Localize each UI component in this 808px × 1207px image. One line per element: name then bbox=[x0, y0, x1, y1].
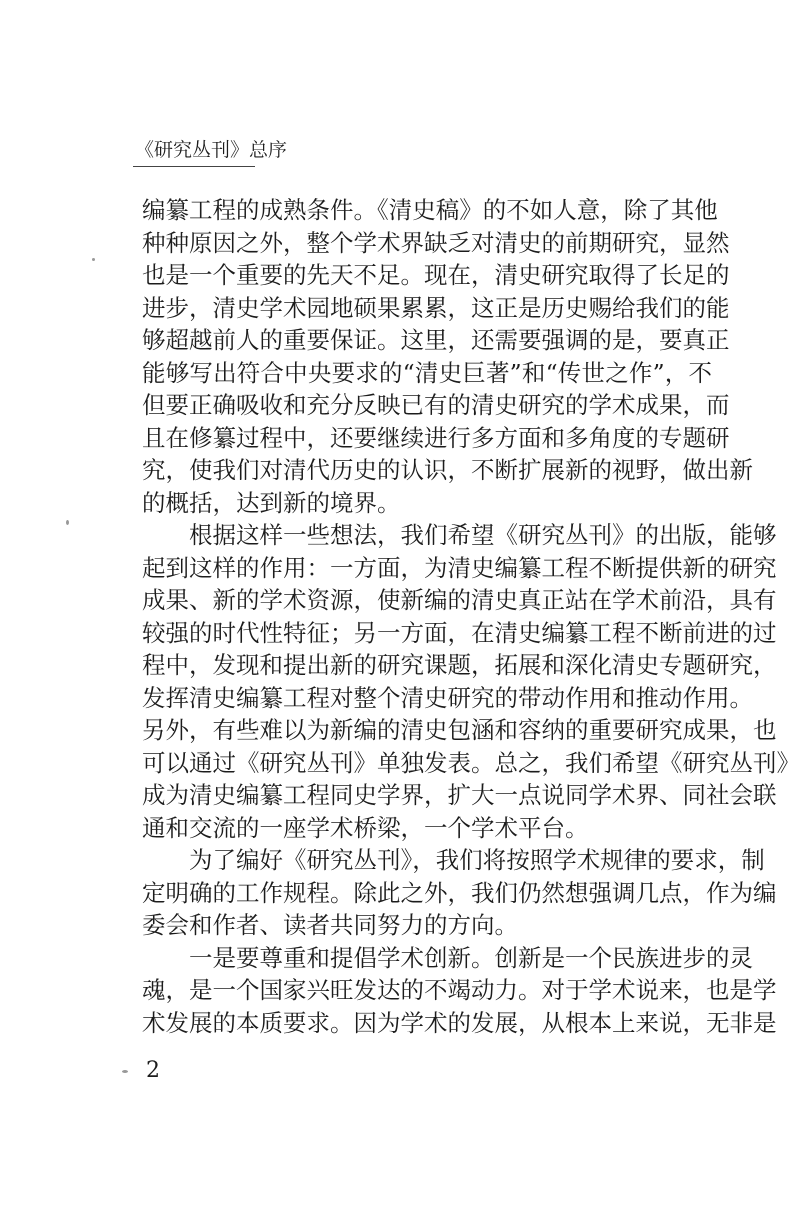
scan-speck bbox=[66, 520, 69, 525]
text-line: 成为清史编纂工程同史学界，扩大一点说同学术界、同社会联 bbox=[142, 781, 777, 809]
text-line: 成果、新的学术资源，使新编的清史真正站在学术前沿，具有 bbox=[142, 586, 777, 614]
text-line: 一是要尊重和提倡学术创新。创新是一个民族进步的灵 bbox=[189, 943, 753, 972]
text-line: 能够写出符合中央要求的“清史巨著”和“传世之作”，不 bbox=[142, 358, 712, 387]
text-line: 通和交流的一座学术桥梁，一个学术平台。 bbox=[142, 813, 589, 842]
text-line: 程中，发现和提出新的研究课题，拓展和深化清史专题研究， bbox=[142, 651, 777, 679]
text-line: 发挥清史编纂工程对整个清史研究的带动作用和推动作用。 bbox=[142, 683, 753, 712]
text-line: 种种原因之外，整个学术界缺乏对清史的前期研究，显然 bbox=[142, 228, 730, 257]
text-line: 委会和作者、读者共同努力的方向。 bbox=[142, 911, 518, 939]
body-text bbox=[142, 194, 800, 1039]
text-line: 魂，是一个国家兴旺发达的不竭动力。对于学术说来，也是学 bbox=[142, 976, 777, 1004]
text-line: 为了编好《研究丛刊》，我们将按照学术规律的要求，制 bbox=[189, 846, 765, 874]
text-line: 定明确的工作规程。除此之外，我们仍然想强调几点，作为编 bbox=[142, 878, 777, 907]
text-line: 较强的时代性特征；另一方面，在清史编纂工程不断前进的过 bbox=[142, 618, 777, 647]
text-line: 究，使我们对清代历史的认识，不断扩展新的视野，做出新 bbox=[142, 456, 753, 484]
text-line: 起到这样的作用：一方面，为清史编纂工程不断提供新的研究 bbox=[142, 553, 777, 582]
text-line: 够超越前人的重要保证。这里，还需要强调的是，要真正 bbox=[142, 326, 730, 354]
page-number: 2 bbox=[146, 1058, 160, 1083]
text-line: 也是一个重要的先天不足。现在，清史研究取得了长足的 bbox=[142, 261, 730, 289]
running-header: 《研究丛刊》总序 bbox=[135, 139, 288, 161]
text-line: 的概括，达到新的境界。 bbox=[142, 488, 401, 517]
text-line: 且在修纂过程中，还要继续进行多方面和多角度的专题研 bbox=[142, 423, 730, 452]
text-line: 但要正确吸收和充分反映已有的清史研究的学术成果，而 bbox=[142, 391, 730, 419]
text-line: 可以通过《研究丛刊》单独发表。总之，我们希望《研究丛刊》 bbox=[142, 748, 800, 777]
text-line: 根据这样一些想法，我们希望《研究丛刊》的出版，能够 bbox=[189, 521, 777, 549]
text-line: 进步，清史学术园地硕果累累，这正是历史赐给我们的能 bbox=[142, 293, 730, 322]
scan-speck bbox=[122, 1070, 128, 1073]
text-line: 另外，有些难以为新编的清史包涵和容纳的重要研究成果，也 bbox=[142, 716, 777, 744]
text-line: 术发展的本质要求。因为学术的发展，从根本上来说，无非是 bbox=[142, 1008, 777, 1037]
text-line: 编纂工程的成熟条件。《清史稿》的不如人意，除了其他 bbox=[142, 196, 718, 224]
scan-speck bbox=[92, 258, 95, 261]
header-rule bbox=[133, 166, 255, 167]
